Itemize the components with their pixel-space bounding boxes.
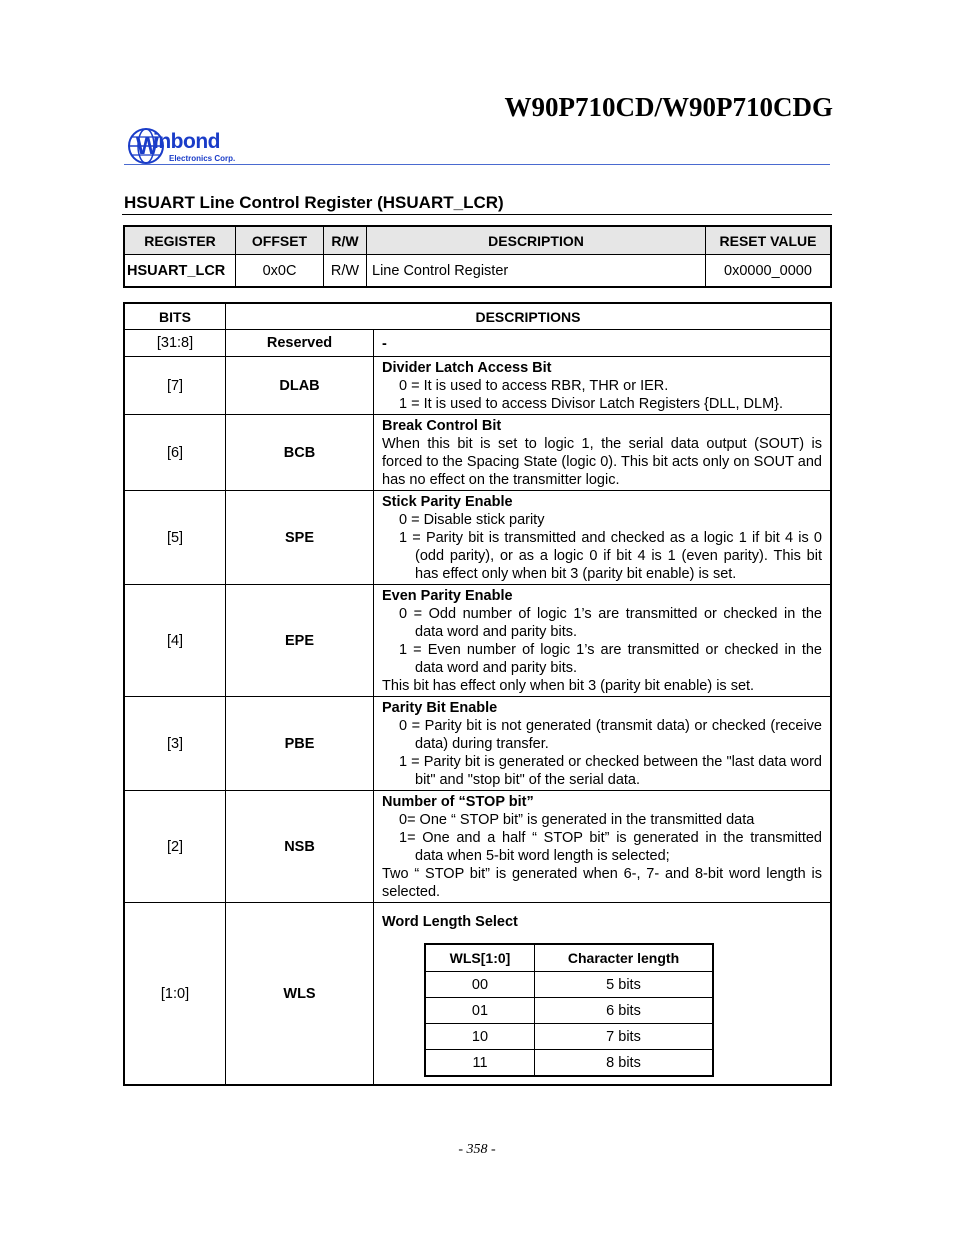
- bit-name: NSB: [226, 791, 374, 903]
- table-row: [124, 415, 831, 491]
- col-character-length: Character length: [535, 944, 714, 972]
- bit-range: [3]: [124, 697, 226, 791]
- table-row: [124, 357, 831, 415]
- col-bits: BITS: [124, 303, 226, 330]
- desc-line: 1 = Parity bit is transmitted and checked as a logic 1 if bit 4 is 0 (odd parity), or as a logic 0 if bit 4 is 1 (even parity). This bit has effect only when bit 3 (parity bit enable) is set.: [399, 530, 822, 582]
- table-row: [124, 791, 831, 903]
- table-row: [124, 585, 831, 697]
- bit-range: [4]: [124, 585, 226, 697]
- wls-length: 6 bits: [535, 998, 714, 1024]
- register-offset: 0x0C: [236, 255, 324, 288]
- bit-range: [1:0]: [124, 903, 226, 1086]
- table-row: [124, 330, 831, 357]
- desc-line: 0 = Parity bit is not generated (transmit data) or checked (receive data) during transfer.: [399, 718, 822, 752]
- bit-range: [2]: [124, 791, 226, 903]
- desc-line: Two “ STOP bit” is generated when 6-, 7- and 8-bit word length is selected.: [382, 866, 822, 900]
- logo-letter: W: [136, 133, 159, 160]
- bit-name: EPE: [226, 585, 374, 697]
- register-rw: R/W: [324, 255, 367, 288]
- register-table-header: [124, 226, 831, 255]
- desc-line: 1= One and a half “ STOP bit” is generated in the transmitted data when 5-bit word length is selected;: [399, 830, 822, 864]
- desc-line: 1 = Even number of logic 1’s are transmitted or checked in the data word and parity bits.: [399, 642, 822, 676]
- wls-length: 5 bits: [535, 972, 714, 998]
- desc-title: Divider Latch Access Bit: [382, 360, 552, 376]
- logo-wordmark: inbond: [153, 130, 220, 153]
- desc-line: 0 = It is used to access RBR, THR or IER.: [399, 378, 669, 394]
- bit-description: [374, 415, 832, 491]
- desc-title: Word Length Select: [382, 914, 518, 930]
- table-row: [124, 697, 831, 791]
- desc-title: Break Control Bit: [382, 418, 502, 434]
- bit-description: [374, 357, 832, 415]
- desc-line: 0 = Odd number of logic 1’s are transmitted or checked in the data word and parity bits.: [399, 606, 822, 640]
- desc-title: Number of “STOP bit”: [382, 794, 534, 810]
- winbond-logo: [127, 126, 252, 166]
- bit-description: [374, 491, 832, 585]
- table-row: [124, 255, 831, 288]
- wls-length: 8 bits: [535, 1050, 714, 1077]
- table-row: [425, 1024, 713, 1050]
- wls-value: 10: [425, 1024, 535, 1050]
- desc-title: Even Parity Enable: [382, 588, 513, 604]
- desc-paragraph: When this bit is set to logic 1, the serial data output (SOUT) is forced to the Spacing State (logic 0). This bit acts only on SOUT and has no effect on the transmitter logic.: [382, 436, 822, 488]
- desc-title: Parity Bit Enable: [382, 700, 498, 716]
- wls-table-header: [425, 944, 713, 972]
- bit-description: [374, 330, 832, 357]
- col-reset-value: RESET VALUE: [706, 226, 832, 255]
- table-row: [425, 998, 713, 1024]
- register-table: [123, 225, 832, 288]
- wls-value: 00: [425, 972, 535, 998]
- desc-line: This bit has effect only when bit 3 (parity bit enable) is set.: [382, 678, 755, 694]
- header-divider: [124, 164, 830, 165]
- bit-description: [374, 903, 832, 1086]
- bits-table: [123, 302, 832, 1086]
- bit-range: [5]: [124, 491, 226, 585]
- col-descriptions: DESCRIPTIONS: [226, 303, 832, 330]
- desc-line: 0 = Disable stick parity: [399, 512, 545, 528]
- page-number: - 358 -: [458, 1142, 496, 1157]
- desc-line: 0= One “ STOP bit” is generated in the transmitted data: [399, 812, 755, 828]
- bit-range: [31:8]: [124, 330, 226, 357]
- wls-table: [424, 943, 714, 1077]
- table-row: [124, 903, 831, 1086]
- table-row: [124, 491, 831, 585]
- desc-title: -: [382, 335, 387, 352]
- wls-length: 7 bits: [535, 1024, 714, 1050]
- bit-description: [374, 791, 832, 903]
- bit-name: SPE: [226, 491, 374, 585]
- register-name: HSUART_LCR: [124, 255, 236, 288]
- wls-value: 01: [425, 998, 535, 1024]
- section-divider: [122, 214, 832, 215]
- logo-subtitle: Electronics Corp.: [169, 154, 236, 163]
- desc-line: 1 = It is used to access Divisor Latch Registers {DLL, DLM}.: [399, 396, 784, 412]
- bits-table-header: [124, 303, 831, 330]
- bit-name: BCB: [226, 415, 374, 491]
- col-register: REGISTER: [124, 226, 236, 255]
- col-description: DESCRIPTION: [367, 226, 706, 255]
- bit-name: WLS: [226, 903, 374, 1086]
- section-title: HSUART Line Control Register (HSUART_LCR): [124, 193, 504, 212]
- table-row: [425, 1050, 713, 1077]
- wls-value: 11: [425, 1050, 535, 1077]
- desc-line: 1 = Parity bit is generated or checked between the "last data word bit" and "stop bit" of the serial data.: [399, 754, 822, 788]
- bit-description: [374, 697, 832, 791]
- col-wls: WLS[1:0]: [425, 944, 535, 972]
- desc-title: Stick Parity Enable: [382, 494, 513, 510]
- bit-range: [6]: [124, 415, 226, 491]
- table-row: [425, 972, 713, 998]
- bit-name: DLAB: [226, 357, 374, 415]
- bit-description: [374, 585, 832, 697]
- register-reset-value: 0x0000_0000: [706, 255, 832, 288]
- bit-name: Reserved: [226, 330, 374, 357]
- bit-range: [7]: [124, 357, 226, 415]
- register-description: Line Control Register: [367, 255, 706, 288]
- document-title: W90P710CD/W90P710CDG: [504, 92, 833, 122]
- bit-name: PBE: [226, 697, 374, 791]
- col-rw: R/W: [324, 226, 367, 255]
- col-offset: OFFSET: [236, 226, 324, 255]
